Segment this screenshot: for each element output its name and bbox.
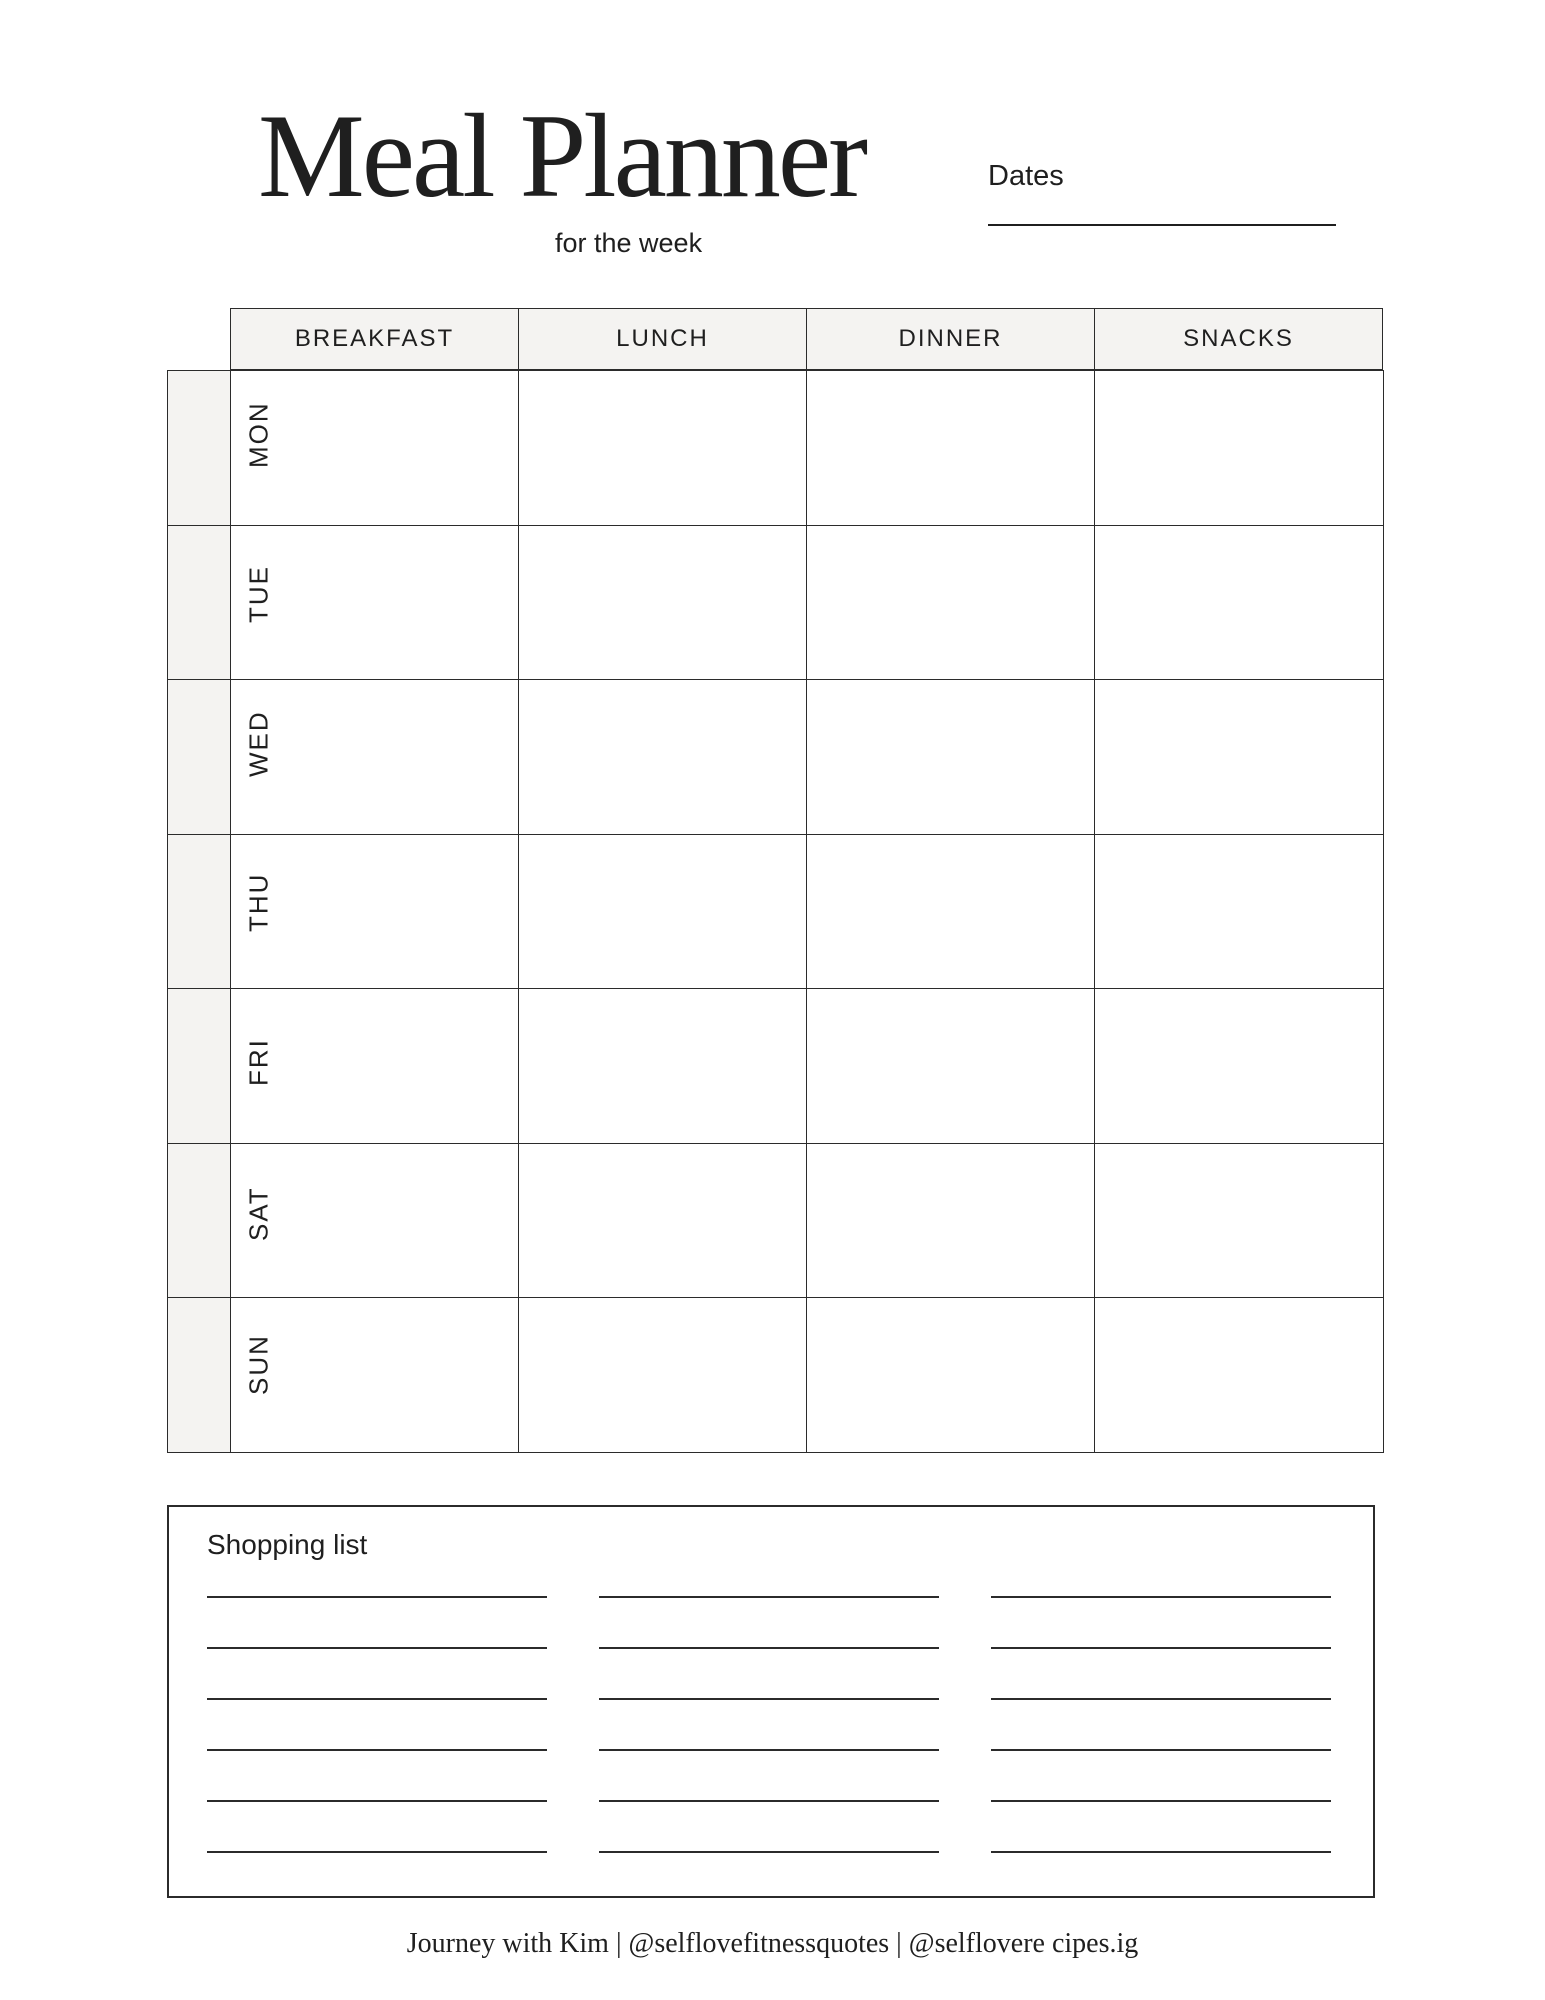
day-label: SAT	[243, 1185, 274, 1241]
day-tab	[167, 679, 231, 835]
shopping-list-line[interactable]	[599, 1851, 939, 1853]
dates-label: Dates	[988, 160, 1064, 192]
shopping-list-line[interactable]	[991, 1596, 1331, 1598]
shopping-list-line[interactable]	[207, 1596, 547, 1598]
shopping-list-line[interactable]	[207, 1749, 547, 1751]
shopping-list-line[interactable]	[599, 1647, 939, 1649]
page-subtitle: for the week	[555, 228, 703, 258]
breakfast-cell[interactable]	[230, 1297, 520, 1453]
breakfast-cell[interactable]	[230, 988, 520, 1144]
snacks-cell[interactable]	[1094, 1297, 1384, 1453]
lunch-cell[interactable]	[518, 988, 808, 1144]
shopping-list-title: Shopping list	[207, 1529, 368, 1560]
dinner-cell[interactable]	[806, 834, 1096, 990]
dates-input-line[interactable]	[988, 224, 1336, 226]
shopping-list-line[interactable]	[207, 1800, 547, 1802]
day-tab	[167, 988, 231, 1144]
meal-header-dinner: DINNER	[806, 308, 1095, 370]
shopping-list-line[interactable]	[599, 1698, 939, 1700]
shopping-list-line[interactable]	[599, 1749, 939, 1751]
dinner-cell[interactable]	[806, 370, 1096, 526]
day-label: FRI	[243, 1038, 274, 1086]
shopping-list-line[interactable]	[207, 1647, 547, 1649]
day-tab	[167, 370, 231, 526]
lunch-cell[interactable]	[518, 525, 808, 681]
lunch-cell[interactable]	[518, 834, 808, 990]
meal-planner-grid	[167, 308, 1388, 1457]
meal-header-breakfast: BREAKFAST	[230, 308, 519, 370]
snacks-cell[interactable]	[1094, 679, 1384, 835]
dinner-cell[interactable]	[806, 679, 1096, 835]
dinner-cell[interactable]	[806, 1143, 1096, 1299]
snacks-cell[interactable]	[1094, 525, 1384, 681]
breakfast-cell[interactable]	[230, 370, 520, 526]
snacks-cell[interactable]	[1094, 834, 1384, 990]
shopping-list-line[interactable]	[207, 1698, 547, 1700]
shopping-list-line[interactable]	[599, 1800, 939, 1802]
lunch-cell[interactable]	[518, 1143, 808, 1299]
lunch-cell[interactable]	[518, 1297, 808, 1453]
shopping-list	[167, 1505, 1375, 1898]
snacks-cell[interactable]	[1094, 988, 1384, 1144]
lunch-cell[interactable]	[518, 679, 808, 835]
shopping-list-line[interactable]	[991, 1851, 1331, 1853]
shopping-list-line[interactable]	[991, 1698, 1331, 1700]
shopping-list-line[interactable]	[207, 1851, 547, 1853]
breakfast-cell[interactable]	[230, 1143, 520, 1299]
lunch-cell[interactable]	[518, 370, 808, 526]
day-label: MON	[243, 401, 274, 468]
day-tab	[167, 834, 231, 990]
day-tab	[167, 1143, 231, 1299]
dinner-cell[interactable]	[806, 988, 1096, 1144]
shopping-list-line[interactable]	[991, 1800, 1331, 1802]
snacks-cell[interactable]	[1094, 370, 1384, 526]
shopping-list-line[interactable]	[599, 1596, 939, 1598]
breakfast-cell[interactable]	[230, 834, 520, 990]
day-tab	[167, 1297, 231, 1453]
meal-header-snacks: SNACKS	[1094, 308, 1383, 370]
page-title: Meal Planner	[258, 89, 866, 222]
meal-header-lunch: LUNCH	[518, 308, 807, 370]
day-tab	[167, 525, 231, 681]
day-label: WED	[243, 710, 274, 777]
shopping-list-line[interactable]	[991, 1647, 1331, 1649]
footer-credits: Journey with Kim | @selflovefitnessquotes | @selflovere cipes.ig	[406, 1928, 1139, 1959]
dinner-cell[interactable]	[806, 1297, 1096, 1453]
dinner-cell[interactable]	[806, 525, 1096, 681]
day-label: THU	[243, 872, 274, 932]
day-label: TUE	[243, 564, 274, 623]
day-label: SUN	[243, 1334, 274, 1395]
breakfast-cell[interactable]	[230, 525, 520, 681]
snacks-cell[interactable]	[1094, 1143, 1384, 1299]
breakfast-cell[interactable]	[230, 679, 520, 835]
shopping-list-line[interactable]	[991, 1749, 1331, 1751]
